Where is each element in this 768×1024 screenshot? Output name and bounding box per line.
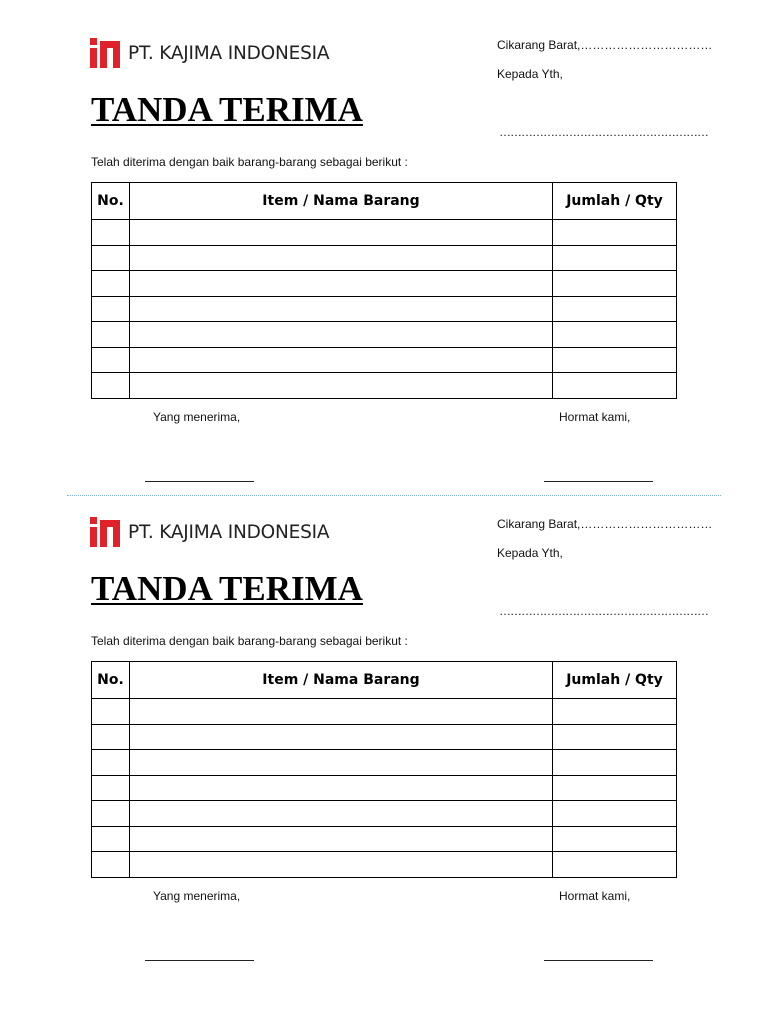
addressee-line: ………………………………………………… xyxy=(499,604,708,618)
cell-no[interactable] xyxy=(92,750,130,776)
cell-item[interactable] xyxy=(130,271,553,297)
place-date-field: Cikarang Barat,…………………………… xyxy=(497,38,713,52)
cell-no[interactable] xyxy=(92,220,130,246)
table-row xyxy=(92,699,677,725)
header-item: Item / Nama Barang xyxy=(130,662,553,699)
kajima-logo-icon xyxy=(90,517,120,547)
cell-no[interactable] xyxy=(92,724,130,750)
cell-item[interactable] xyxy=(130,699,553,725)
place-date-field: Cikarang Barat,…………………………… xyxy=(497,517,713,531)
cell-no[interactable] xyxy=(92,826,130,852)
cell-qty[interactable] xyxy=(553,750,677,776)
cell-qty[interactable] xyxy=(553,699,677,725)
cell-qty[interactable] xyxy=(553,826,677,852)
addressee-line: ………………………………………………… xyxy=(499,125,708,139)
table-row xyxy=(92,271,677,297)
cell-item[interactable] xyxy=(130,750,553,776)
company-logo xyxy=(90,36,329,70)
cell-no[interactable] xyxy=(92,852,130,878)
cell-qty[interactable] xyxy=(553,373,677,399)
cell-qty[interactable] xyxy=(553,724,677,750)
document-title: TANDA TERIMA xyxy=(91,569,363,608)
items-table xyxy=(91,661,677,878)
cell-no[interactable] xyxy=(92,296,130,322)
receipt-form-2 xyxy=(0,479,768,958)
header-qty: Jumlah / Qty xyxy=(553,662,677,699)
cell-no[interactable] xyxy=(92,775,130,801)
table-header-row xyxy=(92,662,677,699)
cell-no[interactable] xyxy=(92,245,130,271)
header-no: No. xyxy=(92,183,130,220)
receipt-form-1 xyxy=(0,0,768,479)
cell-qty[interactable] xyxy=(553,347,677,373)
table-row xyxy=(92,775,677,801)
sender-label: Hormat kami, xyxy=(559,410,631,424)
table-row xyxy=(92,296,677,322)
header-no: No. xyxy=(92,662,130,699)
cell-item[interactable] xyxy=(130,775,553,801)
cell-item[interactable] xyxy=(130,322,553,348)
cell-no[interactable] xyxy=(92,699,130,725)
cell-item[interactable] xyxy=(130,245,553,271)
cell-qty[interactable] xyxy=(553,775,677,801)
sender-label: Hormat kami, xyxy=(559,889,631,903)
company-logo xyxy=(90,515,329,549)
intro-text: Telah diterima dengan baik barang-barang sebagai berikut : xyxy=(91,155,408,169)
cell-item[interactable] xyxy=(130,373,553,399)
receiver-label: Yang menerima, xyxy=(153,889,241,903)
cell-item[interactable] xyxy=(130,724,553,750)
cell-no[interactable] xyxy=(92,347,130,373)
cell-no[interactable] xyxy=(92,271,130,297)
cell-qty[interactable] xyxy=(553,271,677,297)
cell-item[interactable] xyxy=(130,801,553,827)
cell-item[interactable] xyxy=(130,826,553,852)
receiver-label: Yang menerima, xyxy=(153,410,241,424)
sender-signature-line xyxy=(544,960,653,961)
cell-item[interactable] xyxy=(130,296,553,322)
table-row xyxy=(92,220,677,246)
addressee-label: Kepada Yth, xyxy=(497,546,563,560)
company-name: PT. KAJIMA INDONESIA xyxy=(128,521,330,543)
cell-no[interactable] xyxy=(92,801,130,827)
table-row xyxy=(92,724,677,750)
items-table xyxy=(91,182,677,399)
header-qty: Jumlah / Qty xyxy=(553,183,677,220)
cell-qty[interactable] xyxy=(553,245,677,271)
table-header-row xyxy=(92,183,677,220)
cell-qty[interactable] xyxy=(553,220,677,246)
cell-item[interactable] xyxy=(130,347,553,373)
addressee-label: Kepada Yth, xyxy=(497,67,563,81)
table-row xyxy=(92,347,677,373)
header-item: Item / Nama Barang xyxy=(130,183,553,220)
cell-qty[interactable] xyxy=(553,322,677,348)
table-row xyxy=(92,750,677,776)
intro-text: Telah diterima dengan baik barang-barang sebagai berikut : xyxy=(91,634,408,648)
table-row xyxy=(92,245,677,271)
table-row xyxy=(92,801,677,827)
company-name: PT. KAJIMA INDONESIA xyxy=(128,42,330,64)
cell-qty[interactable] xyxy=(553,801,677,827)
table-row xyxy=(92,826,677,852)
cell-qty[interactable] xyxy=(553,296,677,322)
table-row xyxy=(92,373,677,399)
kajima-logo-icon xyxy=(90,38,120,68)
cell-no[interactable] xyxy=(92,373,130,399)
document-title: TANDA TERIMA xyxy=(91,90,363,129)
receiver-signature-line xyxy=(145,960,254,961)
cell-item[interactable] xyxy=(130,220,553,246)
cell-no[interactable] xyxy=(92,322,130,348)
cell-item[interactable] xyxy=(130,852,553,878)
table-row xyxy=(92,852,677,878)
cell-qty[interactable] xyxy=(553,852,677,878)
table-row xyxy=(92,322,677,348)
